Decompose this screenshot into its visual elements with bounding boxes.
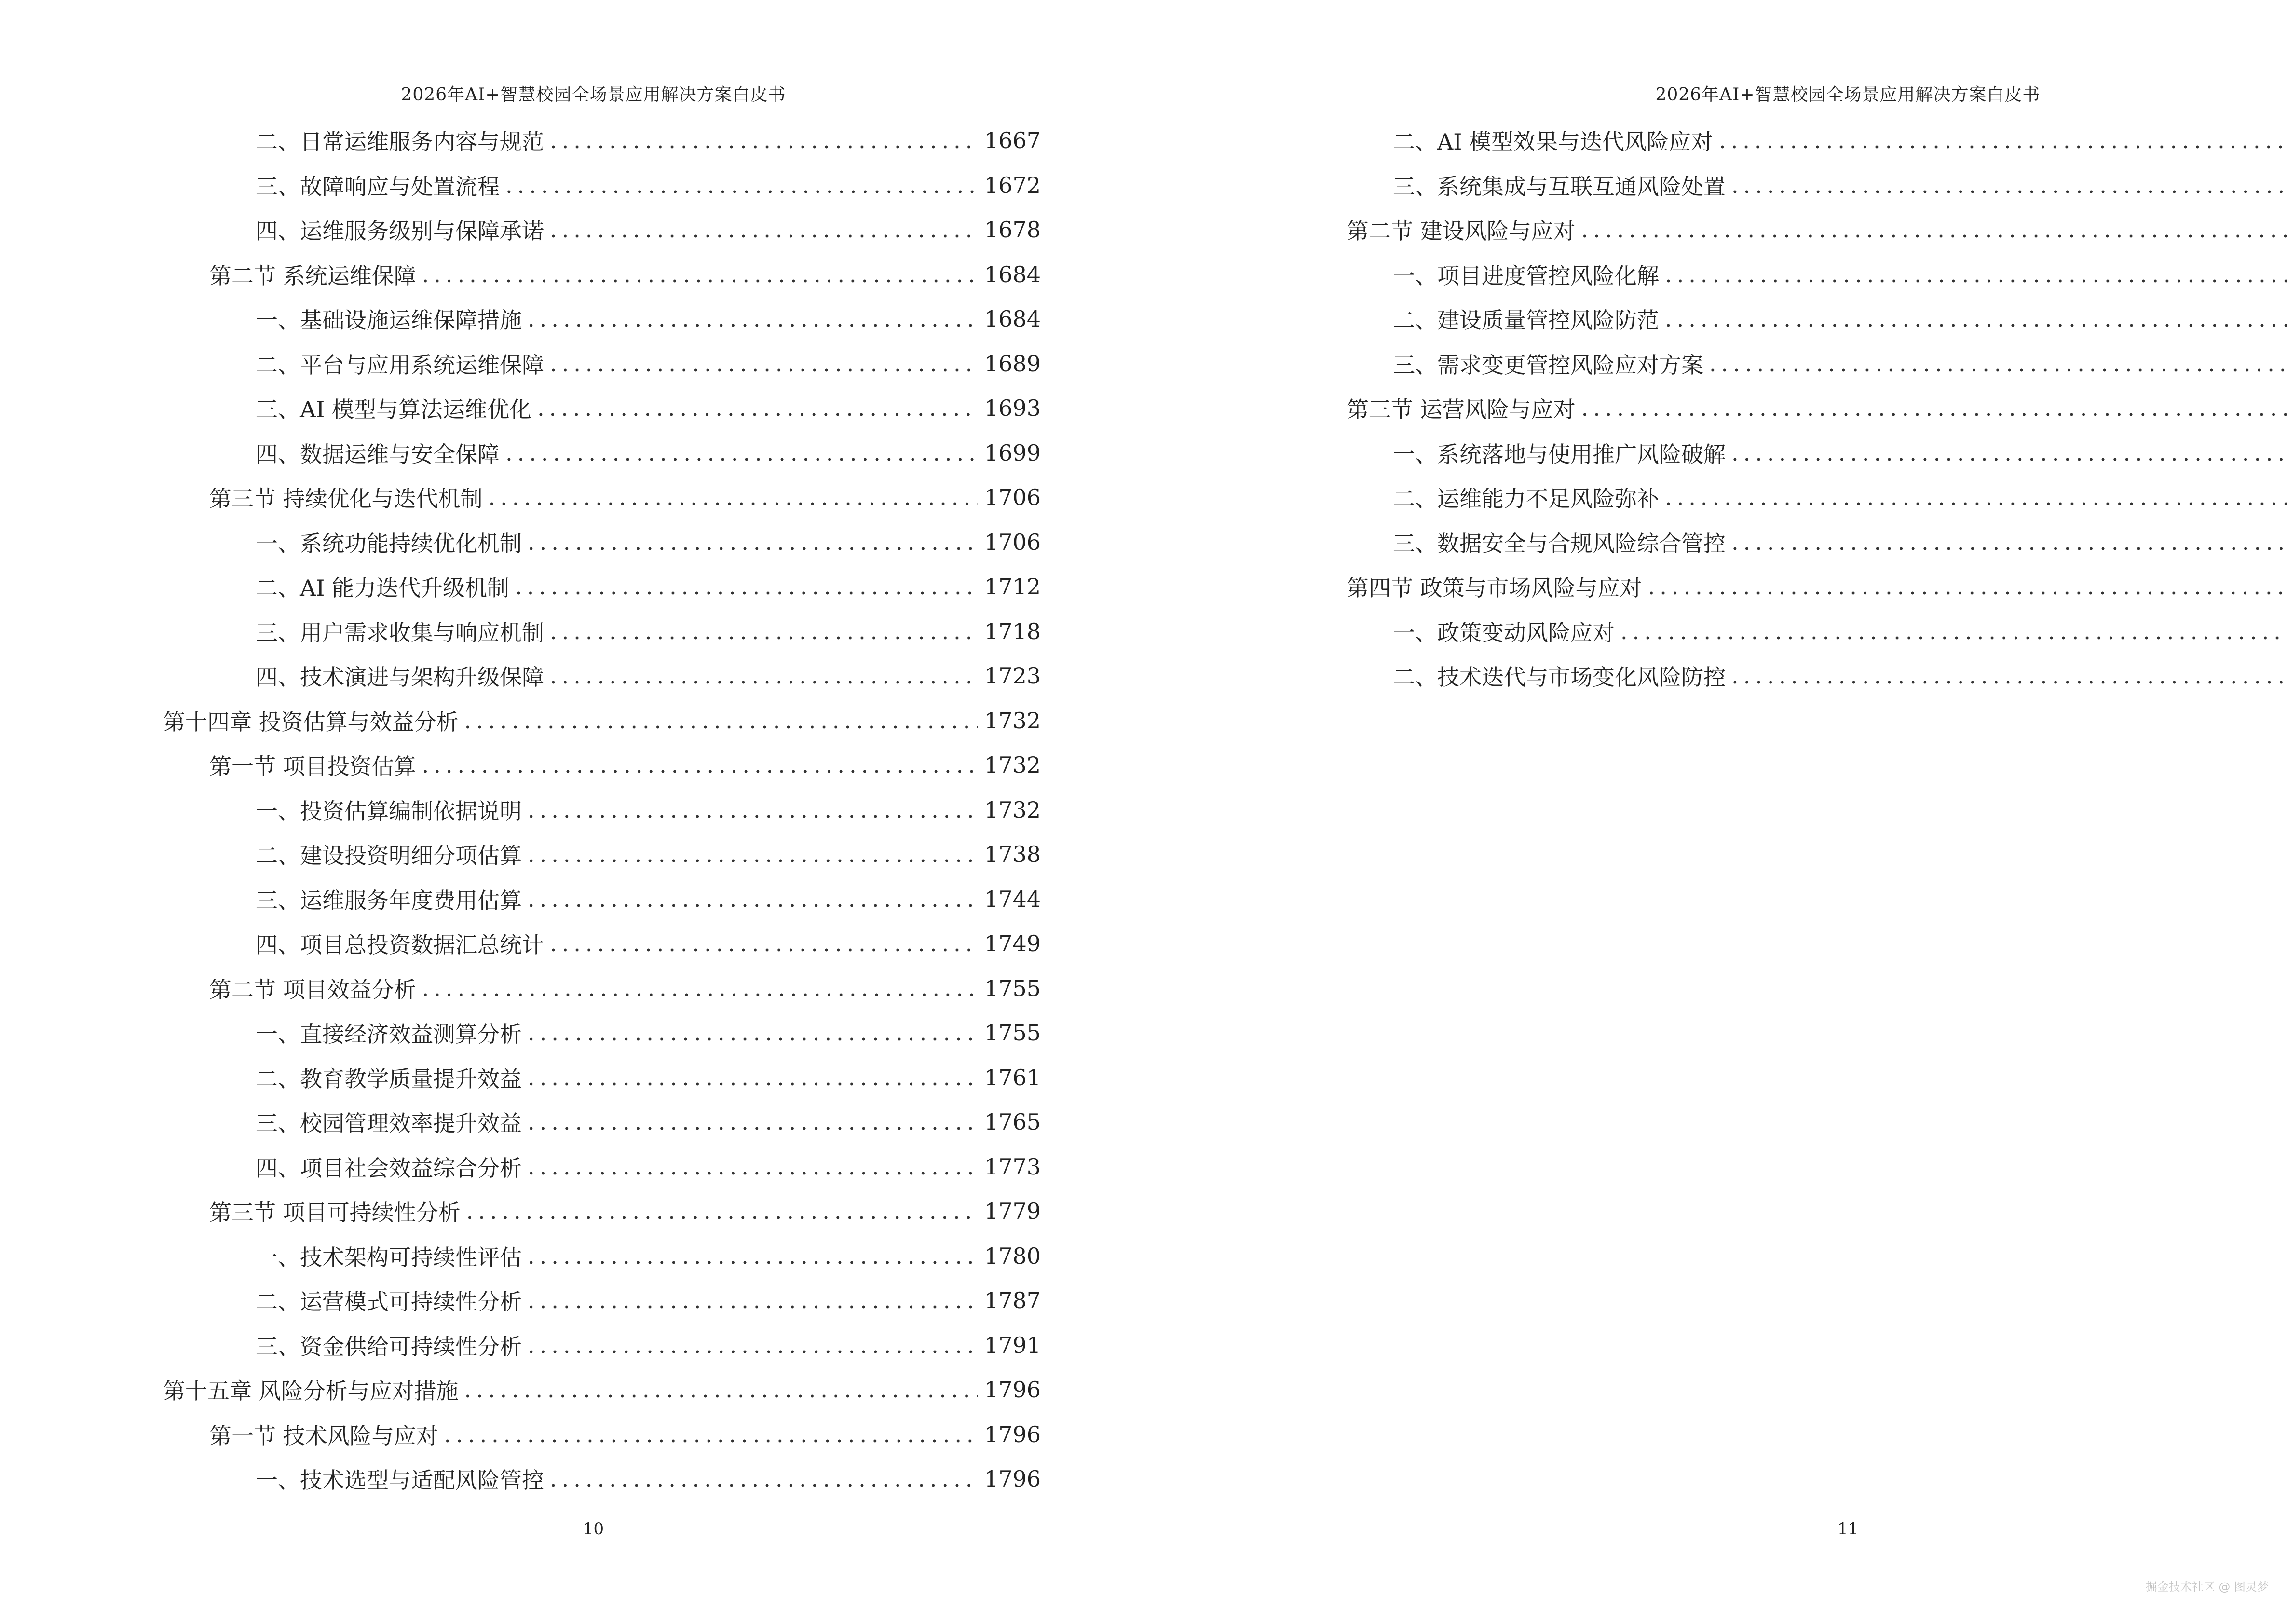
dot-leader: [550, 351, 978, 377]
dot-leader: [537, 395, 978, 421]
dot-leader: [550, 1466, 978, 1492]
dot-leader: [528, 1243, 978, 1269]
dot-leader: [528, 797, 978, 823]
dot-leader: [528, 1287, 978, 1313]
toc-entry-title: 二、教育教学质量提升效益: [256, 1065, 522, 1092]
toc-entry-section[interactable]: [163, 252, 1041, 297]
toc-entry-title: 三、系统集成与互联互通风险处置: [1393, 173, 1726, 200]
dot-leader: [515, 573, 978, 600]
toc-entry-item[interactable]: [163, 788, 1041, 832]
toc-entry-title: 一、政策变动风险应对: [1393, 619, 1615, 646]
dot-leader: [1731, 440, 2287, 466]
toc-entry-page-number: 1684: [984, 261, 1041, 287]
toc-entry-section[interactable]: [163, 1412, 1041, 1457]
toc-entry-page-number: 1684: [984, 306, 1041, 332]
toc-entry-page-number: 1693: [984, 395, 1041, 422]
toc-entry-title: 第二节 项目效益分析: [209, 976, 416, 1003]
dot-leader: [550, 127, 978, 153]
toc-entry-item[interactable]: [1347, 431, 2287, 476]
toc-entry-page-number: 1761: [984, 1064, 1041, 1091]
toc-entry-item[interactable]: [163, 609, 1041, 654]
toc-entry-item[interactable]: [163, 654, 1041, 698]
toc-entry-title: 三、用户需求收集与响应机制: [256, 619, 544, 646]
toc-entry-title: 一、项目进度管控风险化解: [1393, 262, 1659, 289]
toc-entry-item[interactable]: [1347, 163, 2287, 208]
toc-entry-title: 四、数据运维与安全保障: [256, 441, 500, 467]
toc-entry-page-number: 1706: [984, 484, 1041, 511]
dot-leader: [528, 841, 978, 867]
toc-entry-title: 三、运维服务年度费用估算: [256, 887, 522, 914]
toc-entry-section[interactable]: [163, 1189, 1041, 1234]
dot-leader: [422, 261, 978, 287]
toc-entry-title: 四、运维服务级别与保障承诺: [256, 218, 544, 245]
toc-entry-section[interactable]: [1347, 564, 2287, 609]
toc-entry-item[interactable]: [163, 163, 1041, 208]
toc-entry-page-number: 1780: [984, 1242, 1041, 1269]
dot-leader: [505, 440, 978, 466]
toc-entry-page-number: 1718: [984, 618, 1041, 644]
toc-entry-title: 第三节 持续优化与迭代机制: [209, 486, 483, 512]
toc-entry-page-number: 1732: [984, 707, 1041, 734]
toc-entry-section[interactable]: [163, 966, 1041, 1011]
toc-entry-item[interactable]: [163, 832, 1041, 877]
dot-leader: [528, 1109, 978, 1135]
toc-entry-item[interactable]: [163, 564, 1041, 609]
toc-entry-title: 第三节 运营风险与应对: [1347, 396, 1576, 423]
dot-leader: [505, 172, 978, 198]
dot-leader: [464, 1377, 978, 1403]
toc-entry-page-number: 1749: [984, 930, 1041, 957]
dot-leader: [550, 618, 978, 644]
dot-leader: [422, 752, 978, 778]
toc-entry-page-number: 1667: [984, 127, 1041, 154]
toc-entry-title: 第十四章 投资估算与效益分析: [163, 709, 459, 735]
toc-entry-page-number: 1699: [984, 439, 1041, 466]
dot-leader: [528, 886, 978, 912]
toc-entry-page-number: 1773: [984, 1153, 1041, 1180]
toc-entry-page-number: 1791: [984, 1332, 1041, 1358]
toc-entry-item[interactable]: [163, 386, 1041, 431]
toc-entry-item[interactable]: [163, 1055, 1041, 1100]
toc-entry-title: 四、项目总投资数据汇总统计: [256, 932, 544, 958]
toc-entry-page-number: 1796: [984, 1377, 1041, 1403]
toc-entry-title: 一、系统功能持续优化机制: [256, 530, 522, 557]
toc-entry-title: 三、校园管理效率提升效益: [256, 1110, 522, 1137]
page-number: 11: [1837, 1519, 1859, 1539]
toc-entry-page-number: 1732: [984, 796, 1041, 823]
dot-leader: [550, 217, 978, 243]
toc-entry-title: 一、技术架构可持续性评估: [256, 1244, 522, 1270]
toc-entry-page-number: 1755: [984, 1020, 1041, 1046]
toc-entry-item[interactable]: [163, 1278, 1041, 1323]
dot-leader: [422, 975, 978, 1001]
dot-leader: [550, 663, 978, 689]
toc-entry-page-number: 1712: [984, 573, 1041, 600]
dot-leader: [528, 529, 978, 555]
running-header: 2026年AI+智慧校园全场景应用解决方案白皮书: [401, 85, 786, 105]
toc-entry-title: 二、技术迭代与市场变化风险防控: [1393, 664, 1726, 691]
toc-entry-page-number: 1672: [984, 172, 1041, 198]
toc-entry-title: 一、技术选型与适配风险管控: [256, 1467, 544, 1494]
toc-entry-item[interactable]: [1347, 297, 2287, 341]
toc-entry-page-number: 1689: [984, 350, 1041, 377]
toc-entry-item[interactable]: [163, 520, 1041, 565]
toc-entry-page-number: 1796: [984, 1421, 1041, 1447]
toc-entry-page-number: 1765: [984, 1109, 1041, 1135]
toc-entry-page-number: 1738: [984, 841, 1041, 868]
toc-entry-section[interactable]: [163, 475, 1041, 520]
toc-entry-title: 第二节 系统运维保障: [209, 262, 416, 289]
toc-entry-item[interactable]: [163, 1100, 1041, 1145]
dot-leader: [466, 1198, 978, 1224]
toc-entry-title: 二、建设投资明细分项估算: [256, 843, 522, 869]
page-number: 10: [583, 1519, 604, 1539]
toc-entry-page-number: 1723: [984, 663, 1041, 689]
toc-entry-item[interactable]: [163, 877, 1041, 922]
dot-leader: [489, 484, 978, 510]
toc-entry-item[interactable]: [163, 1145, 1041, 1189]
toc-entry-page-number: 1744: [984, 886, 1041, 912]
toc-entry-title: 第一节 技术风险与应对: [209, 1422, 438, 1449]
toc-entry-chapter[interactable]: [163, 1367, 1041, 1412]
dot-leader: [528, 1332, 978, 1358]
dot-leader: [1731, 663, 2287, 689]
toc-entry-item[interactable]: [163, 118, 1041, 163]
toc-entry-title: 一、基础设施运维保障措施: [256, 307, 522, 334]
toc-entry-title: 第四节 政策与市场风险与应对: [1347, 575, 1642, 601]
dot-leader: [528, 1154, 978, 1180]
running-header: 2026年AI+智慧校园全场景应用解决方案白皮书: [1655, 85, 2041, 105]
dot-leader: [1648, 573, 2287, 600]
toc-entry-item[interactable]: [163, 297, 1041, 341]
toc-entry-section[interactable]: [1347, 207, 2287, 252]
dot-leader: [1731, 529, 2287, 555]
toc-entry-page-number: 1787: [984, 1287, 1041, 1314]
toc-entry-item[interactable]: [163, 1457, 1041, 1501]
toc-entry-section[interactable]: [163, 743, 1041, 788]
toc-entry-title: 二、建设质量管控风险防范: [1393, 307, 1659, 334]
watermark: 掘金技术社区 @ 图灵梦: [2145, 1580, 2269, 1594]
toc-entry-title: 二、运营模式可持续性分析: [256, 1289, 522, 1315]
toc-entry-title: 四、技术演进与架构升级保障: [256, 664, 544, 691]
toc-entry-title: 一、投资估算编制依据说明: [256, 798, 522, 824]
toc-entry-item[interactable]: [163, 341, 1041, 386]
toc-entry-page-number: 1678: [984, 217, 1041, 243]
toc-entry-item[interactable]: [163, 431, 1041, 476]
toc-entry-item[interactable]: [163, 207, 1041, 252]
toc-entry-title: 三、故障响应与处置流程: [256, 173, 500, 200]
toc-entry-title: 第一节 项目投资估算: [209, 753, 416, 780]
dot-leader: [1719, 127, 2287, 153]
toc-entry-title: 第二节 建设风险与应对: [1347, 218, 1576, 245]
dot-leader: [1731, 172, 2287, 198]
dot-leader: [444, 1421, 978, 1447]
toc-entry-page-number: 1779: [984, 1198, 1041, 1225]
table-of-contents: [1347, 118, 2287, 698]
dot-leader: [1581, 395, 2287, 421]
toc-entry-item[interactable]: [1347, 475, 2287, 520]
toc-entry-item[interactable]: [1347, 118, 2287, 163]
toc-entry-page-number: 1732: [984, 752, 1041, 778]
toc-entry-item[interactable]: [1347, 654, 2287, 698]
toc-entry-item[interactable]: [163, 1323, 1041, 1368]
dot-leader: [1620, 618, 2287, 644]
toc-entry-section[interactable]: [1347, 386, 2287, 431]
toc-entry-item[interactable]: [1347, 609, 2287, 654]
toc-entry-title: 二、AI 能力迭代升级机制: [256, 575, 510, 601]
dot-leader: [1665, 484, 2287, 510]
dot-leader: [464, 708, 978, 734]
toc-entry-item[interactable]: [1347, 252, 2287, 297]
toc-entry-page-number: 1706: [984, 529, 1041, 555]
right-page: [1144, 0, 2287, 1624]
toc-entry-title: 二、AI 模型效果与迭代风险应对: [1393, 129, 1714, 155]
toc-entry-title: 三、AI 模型与算法运维优化: [256, 396, 532, 423]
dot-leader: [1665, 306, 2287, 332]
dot-leader: [1665, 261, 2287, 287]
toc-entry-item[interactable]: [1347, 341, 2287, 386]
toc-entry-title: 第十五章 风险分析与应对措施: [163, 1378, 459, 1405]
toc-entry-title: 四、项目社会效益综合分析: [256, 1155, 522, 1181]
toc-entry-title: 三、数据安全与合规风险综合管控: [1393, 530, 1726, 557]
toc-entry-item[interactable]: [163, 1010, 1041, 1055]
dot-leader: [1581, 217, 2287, 243]
toc-entry-page-number: 1796: [984, 1466, 1041, 1492]
toc-entry-title: 三、需求变更管控风险应对方案: [1393, 352, 1703, 378]
dot-leader: [1709, 351, 2287, 377]
dot-leader: [528, 306, 978, 332]
toc-entry-title: 二、日常运维服务内容与规范: [256, 129, 544, 155]
toc-entry-title: 二、平台与应用系统运维保障: [256, 352, 544, 378]
toc-entry-title: 三、资金供给可持续性分析: [256, 1333, 522, 1360]
toc-entry-page-number: 1755: [984, 975, 1041, 1001]
dot-leader: [528, 1064, 978, 1091]
toc-entry-title: 一、直接经济效益测算分析: [256, 1021, 522, 1048]
dot-leader: [528, 1020, 978, 1046]
toc-entry-title: 第三节 项目可持续性分析: [209, 1200, 461, 1226]
toc-entry-item[interactable]: [163, 921, 1041, 966]
toc-entry-item[interactable]: [163, 1234, 1041, 1279]
toc-entry-chapter[interactable]: [163, 698, 1041, 743]
toc-entry-title: 一、系统落地与使用推广风险破解: [1393, 441, 1726, 467]
table-of-contents: [163, 118, 1041, 1501]
toc-entry-item[interactable]: [1347, 520, 2287, 565]
dot-leader: [550, 930, 978, 956]
toc-entry-title: 二、运维能力不足风险弥补: [1393, 486, 1659, 512]
